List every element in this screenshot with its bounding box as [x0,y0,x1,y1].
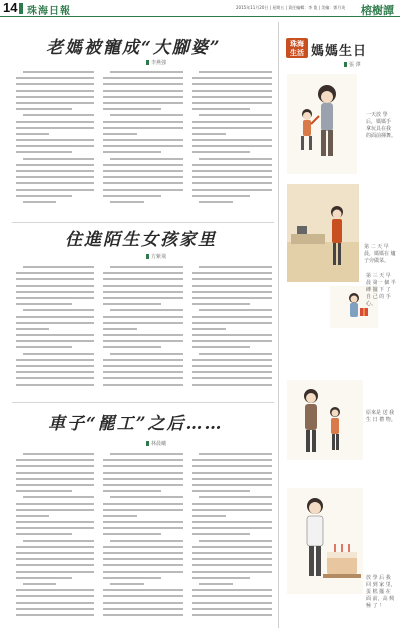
body-text-line [192,521,272,523]
feature-author-name: 張 澤 [349,62,361,68]
body-text-line [110,496,183,498]
body-text-line [192,602,272,604]
body-text-line [192,371,272,373]
body-text-line [192,145,272,147]
body-text-line [199,583,233,585]
body-text-line [192,108,250,110]
body-text-line [16,90,94,92]
body-text-line [192,614,272,616]
byline-marker [146,254,149,259]
body-text-line [192,564,272,566]
body-text-line [103,484,183,486]
body-text-line [103,182,183,184]
article-3-col-1 [16,453,94,628]
body-text-line [103,377,183,379]
feature-author [344,61,361,68]
body-text-line [16,297,94,299]
article-3-col-3 [192,453,272,628]
body-text-line [192,164,272,166]
body-text-line [23,309,94,311]
article-1-byline [146,59,166,66]
body-text-line [192,285,272,287]
body-text-line [103,577,161,579]
body-text-line [192,359,272,361]
body-text-line [192,316,272,318]
body-text-line [103,278,183,280]
body-text-line [103,589,183,591]
body-text-line [192,472,272,474]
body-text-line [16,377,94,379]
body-text-line [16,133,49,135]
body-text-line [16,359,94,361]
body-text-line [110,540,183,542]
body-text-line [110,583,144,585]
body-text-line [16,533,72,535]
body-text-line [16,558,94,560]
article-3-title: 車子“罷工”之后…… [48,414,224,434]
body-text-line [192,608,272,610]
body-text-line [192,384,272,386]
body-text-line [23,540,94,542]
body-text-line [16,371,94,373]
body-text-line [192,577,250,579]
body-text-line [103,291,183,293]
body-text-line [192,291,272,293]
body-text-line [16,608,94,610]
body-text-line [103,564,183,566]
body-text-line [16,127,94,129]
article-3-col-2 [103,453,183,628]
body-text-line [103,527,183,529]
body-text-line [199,201,233,203]
body-text-line [16,484,94,486]
body-text-line [16,96,94,98]
body-text-line [110,201,144,203]
article-divider [12,222,274,223]
byline-marker [146,441,149,446]
body-text-line [103,139,183,141]
body-text-line [192,465,272,467]
body-text-line [199,496,272,498]
feature-title: 媽媽生日 [311,44,368,59]
body-text-line [103,285,183,287]
body-text-line [103,365,183,367]
article-divider [12,402,274,403]
body-text-line [23,353,94,355]
article-1-col-3 [192,71,272,217]
body-text-line [192,297,272,299]
body-text-line [110,114,183,116]
body-text-line [103,614,183,616]
body-text-line [16,509,94,511]
body-text-line [192,552,272,554]
article-1-author: 李燕強 [151,60,167,66]
body-text-line [16,164,94,166]
body-text-line [192,595,272,597]
body-text-line [16,176,94,178]
body-text-line [16,459,94,461]
article-3-author: 林晨曦 [151,441,167,447]
body-text-line [16,552,94,554]
body-text-line [103,151,161,153]
article-3-byline [146,440,166,447]
body-text-line [16,145,94,147]
body-text-line [16,527,94,529]
body-text-line [192,340,272,342]
article-2-col-3 [192,266,272,398]
body-text-line [110,453,183,455]
body-text-line [23,114,94,116]
feature-logo: 珠海 生活 [286,38,308,58]
comic-caption-3: 第 三 天 早 晨 第一 個 半 磚 擺 下 了 自 己 的 手 心。 [366,273,396,307]
body-text-line [103,189,183,191]
body-text-line [103,164,183,166]
byline-marker [146,60,149,65]
body-text-line [16,614,94,616]
body-text-line [103,533,161,535]
body-text-line [103,96,183,98]
column-divider [278,22,279,628]
body-text-line [103,133,137,135]
body-text-line [192,77,272,79]
paper-name: 珠海日報 [27,6,71,17]
body-text-line [16,328,49,330]
article-2-author: 方紫飛 [151,254,167,260]
body-text-line [103,608,183,610]
body-text-line [192,90,272,92]
body-text-line [192,182,272,184]
body-text-line [192,195,250,197]
body-text-line [16,139,94,141]
body-text-line [103,145,183,147]
body-text-line [103,127,183,129]
body-text-line [16,285,94,287]
comic-panel-1-drawing [285,70,365,180]
body-text-line [103,334,183,336]
article-1-col-2 [103,71,183,217]
body-text-line [16,346,72,348]
body-text-line [103,340,183,342]
body-text-line [192,151,250,153]
body-text-line [192,303,250,305]
body-text-line [199,309,272,311]
body-text-line [103,595,183,597]
body-text-line [16,334,94,336]
body-text-line [110,309,183,311]
body-text-line [103,515,137,517]
body-text-line [103,328,137,330]
comic-caption-5: 放 學 后 我 回 到 家 里，蛋 糕 擺 在 面 前，高 興 極 了 ！ [366,575,396,609]
body-text-line [23,496,94,498]
body-text-line [103,465,183,467]
body-text-line [103,297,183,299]
comic-caption-1: 一天放 學后，媽媽手 拿玩具在我 的面前揮舞。 [366,112,397,139]
body-text-line [16,595,94,597]
body-text-line [110,266,183,268]
comic-panel-2-drawing [285,182,361,284]
body-text-line [192,96,272,98]
body-text-line [103,322,183,324]
body-text-line [16,272,94,274]
body-text-line [16,384,94,386]
body-text-line [103,83,183,85]
body-text-line [16,303,72,305]
body-text-line [192,533,250,535]
comic-panel-5 [285,486,365,596]
masthead [0,0,400,17]
body-text-line [199,114,272,116]
body-text-line [192,170,272,172]
body-text-line [16,151,72,153]
body-text-line [103,558,183,560]
body-text-line [103,176,183,178]
body-text-line [103,478,183,480]
body-text-line [192,83,272,85]
body-text-line [192,139,272,141]
body-text-line [103,503,183,505]
section-name: 榕樹譚 [361,4,394,17]
body-text-line [192,334,272,336]
body-text-line [103,571,183,573]
body-text-line [192,478,272,480]
body-text-line [16,83,94,85]
body-text-line [103,102,183,104]
body-text-line [199,71,272,73]
body-text-line [16,546,94,548]
body-text-line [192,346,250,348]
body-text-line [16,108,72,110]
article-2-col-2 [103,266,183,398]
body-text-line [192,515,226,517]
body-text-line [16,490,72,492]
body-text-line [192,509,272,511]
body-text-line [16,564,94,566]
body-text-line [23,266,94,268]
date-line: 2015年11月20日 | 星期五 | 責任編輯：李 俊 | 美編：鄧月英 [236,5,346,10]
body-text-line [16,77,94,79]
body-text-line [16,278,94,280]
body-text-line [110,158,183,160]
body-text-line [192,484,272,486]
body-text-line [192,546,272,548]
body-text-line [192,272,272,274]
body-text-line [16,602,94,604]
comic-panel-1 [285,70,365,180]
body-text-line [192,503,272,505]
body-text-line [192,459,272,461]
body-text-line [16,316,94,318]
body-text-line [16,515,49,517]
body-text-line [103,384,183,386]
page-number-bar [19,3,23,14]
body-text-line [16,340,94,342]
body-text-line [16,291,94,293]
body-text-line [16,365,94,367]
body-text-line [199,353,272,355]
body-text-line [103,509,183,511]
body-text-line [192,527,272,529]
body-text-line [103,121,183,123]
body-text-line [16,195,72,197]
body-text-line [16,322,94,324]
body-text-line [103,459,183,461]
body-text-line [16,465,94,467]
article-1-title: 老媽被寵成“大腳婆” [46,38,222,58]
body-text-line [16,521,94,523]
comic-panel-5-drawing [285,486,365,596]
body-text-line [103,346,161,348]
body-text-line [103,316,183,318]
body-text-line [23,453,94,455]
comic-panel-4-drawing [285,378,365,462]
body-text-line [192,127,272,129]
body-text-line [103,602,183,604]
article-2-col-1 [16,266,94,398]
body-text-line [23,158,94,160]
comic-panel-2 [285,182,361,284]
body-text-line [16,478,94,480]
body-text-line [16,121,94,123]
body-text-line [199,453,272,455]
body-text-line [16,472,94,474]
body-text-line [16,182,94,184]
body-text-line [192,278,272,280]
body-text-line [192,133,226,135]
body-text-line [16,503,94,505]
comic-caption-4: 原來是 送 我 生 日 禮 物。 [366,410,396,423]
body-text-line [103,77,183,79]
comic-panel-4 [285,378,365,462]
article-2-byline [146,253,166,260]
body-text-line [110,353,183,355]
body-text-line [199,158,272,160]
body-text-line [103,195,161,197]
article-1-col-1 [16,71,94,217]
body-text-line [192,328,226,330]
body-text-line [23,201,56,203]
body-text-line [192,558,272,560]
body-text-line [192,571,272,573]
body-text-line [192,189,272,191]
body-text-line [192,589,272,591]
body-text-line [16,577,72,579]
body-text-line [103,303,161,305]
body-text-line [192,322,272,324]
body-text-line [199,266,272,268]
body-text-line [192,102,272,104]
article-2-title: 住進陌生女孩家里 [65,230,217,250]
body-text-line [16,189,94,191]
body-text-line [192,176,272,178]
body-text-line [23,71,94,73]
body-text-line [103,108,161,110]
body-text-line [192,490,250,492]
body-text-line [199,540,272,542]
body-text-line [110,71,183,73]
page-number: 14 [3,0,18,15]
body-text-line [103,472,183,474]
comic-caption-2: 第 二 天 早 晨，媽媽在 爐子旁做菜。 [364,244,396,264]
body-text-line [192,365,272,367]
body-text-line [16,571,94,573]
body-text-line [16,589,94,591]
body-text-line [103,90,183,92]
body-text-line [103,371,183,373]
body-text-line [192,121,272,123]
body-text-line [103,170,183,172]
body-text-line [103,490,161,492]
body-text-line [192,377,272,379]
body-text-line [103,521,183,523]
byline-marker [344,62,347,67]
body-text-line [103,552,183,554]
body-text-line [23,583,56,585]
body-text-line [16,170,94,172]
body-text-line [103,272,183,274]
body-text-line [103,359,183,361]
body-text-line [16,102,94,104]
body-text-line [103,546,183,548]
